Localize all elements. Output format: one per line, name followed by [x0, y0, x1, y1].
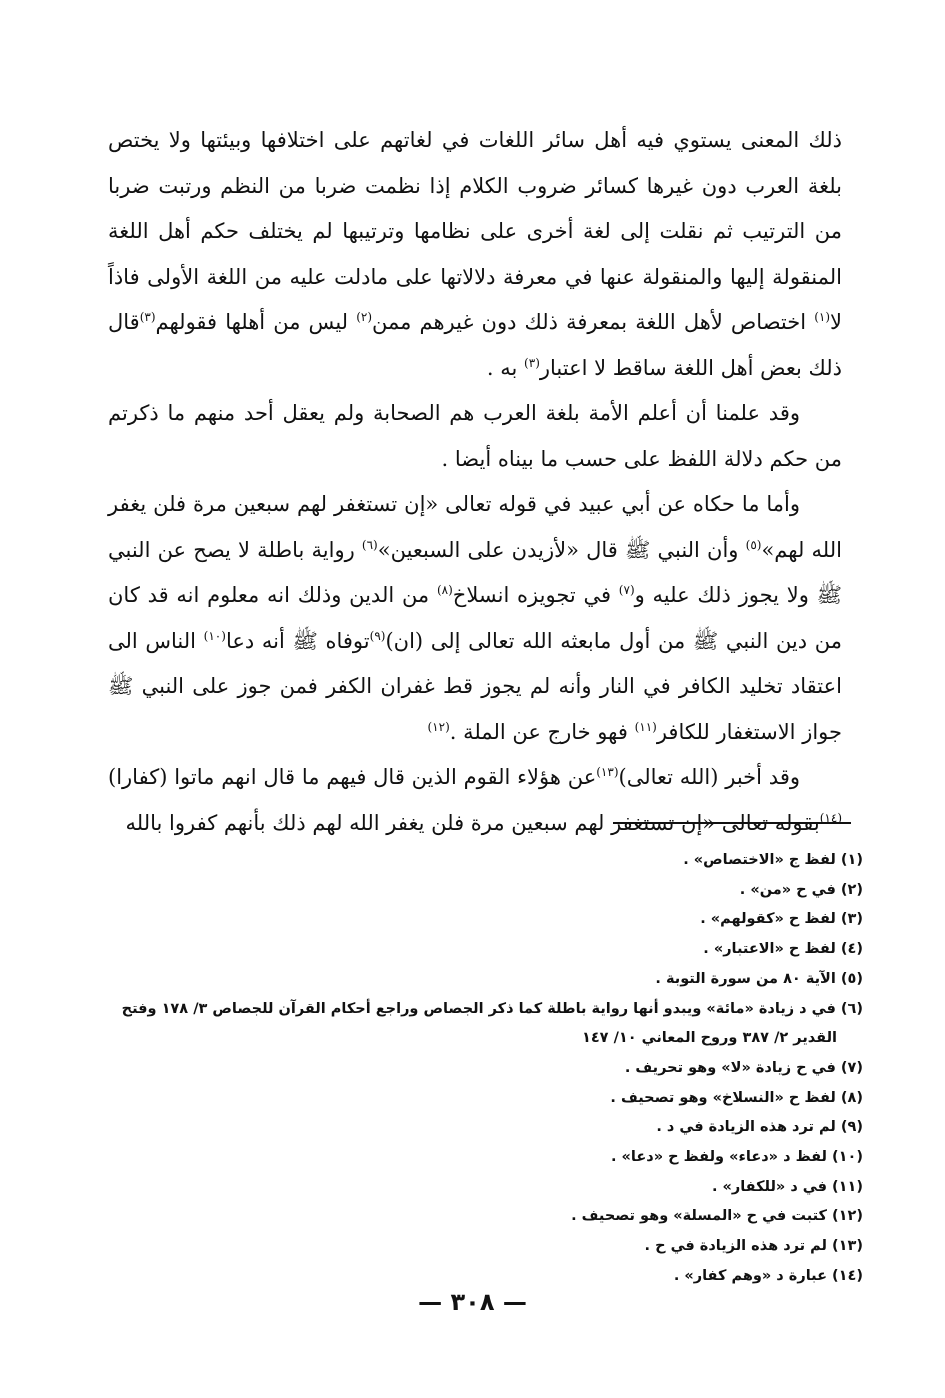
footnote-9: (٩) لم ترد هذه الزيادة في د . — [656, 1119, 863, 1136]
paragraph-2: وقد علمنا أن أعلم الأمة بلغة العرب هم الصحابة ولم يعقل أحد منهم ما ذكرتم من حكم دلالة اللفظ على حسب ما بيناه أيضا . — [108, 401, 842, 471]
footnote-10: (١٠) لفظ د «دعاء» ولفظ ح «دعا» . — [611, 1149, 863, 1166]
text-run: من الدين وذلك انه معلوم انه قد كان من دين النبي ﷺ من أول مابعثه الله تعالى إلى (ان) — [108, 583, 843, 653]
footnote-ref: (١) — [814, 310, 831, 324]
text-run: فهو خارج عن الملة . — [449, 719, 628, 744]
footnote-ref: (١٢) — [427, 719, 450, 734]
footnote-3: (٣) لفظ ح «كقولهم» . — [700, 911, 863, 928]
footnote-6-continued: القدير ٢/ ٣٨٧ وروح المعاني ١٠/ ١٤٧ — [581, 1030, 837, 1047]
footnote-ref: (٩) — [369, 628, 386, 643]
text-run: وقد أخبر (الله تعالى) — [618, 765, 801, 789]
footnote-ref: (٣) — [524, 355, 540, 370]
footnote-6: (٦) في د زيادة «مائة» ويبدو أنها رواية باطلة كما ذكر الجصاص وراجع أحكام القرآن للجصاص ٣/ ١٧٨ وفتح — [121, 1000, 863, 1017]
text-run: ذلك المعنى يستوي فيه أهل سائر اللغات في لغاتهم على اختلافها وبيئتها ولا يختص بلغة العرب دون غيرها كسائر ضروب الكلام إذا نظمت ضربا من النظم ورتبت ضربا من الترتيب ثم نقلت إلى لغة أخرى على نظامها وترتيبها لم يختلف حكم أهل اللغة المنقولة إليها والمنقولة عنها في معرفة دلالاتها على مادلت عليه من اللغة الأولى فاذاً لا — [108, 128, 842, 334]
text-run: في تجويزه انسلاخ — [452, 583, 612, 607]
main-text — [108, 118, 842, 846]
paragraph-3 — [108, 482, 842, 755]
text-run: ليس من أهلها فقولهم — [155, 310, 349, 334]
footnote-4: (٤) لفظ ح «الاعتبار» . — [703, 941, 863, 958]
footnote-divider — [613, 822, 851, 824]
footnote-ref: (١٣) — [596, 765, 619, 779]
page-number: — ٣٠٨ — — [418, 1288, 527, 1316]
footnote-14: (١٤) عبارة د «وهم كفار» . — [673, 1267, 863, 1284]
footnote-2: (٢) في ح «من» . — [739, 881, 863, 898]
footnote-ref: (٣) — [139, 310, 156, 324]
text-run: الناس الى اعتقاد تخليد الكافر في النار وأنه لم يجوز قط غفران الكفر فمن جوز على النبي ﷺ جواز الاستغفار للكافر — [108, 628, 842, 744]
footnote-8: (٨) لفظ ح «النسلاخ» وهو تصحيف . — [610, 1089, 863, 1106]
text-run: وأن النبي ﷺ قال «لأزيدن على السبعين» — [377, 537, 739, 562]
footnote-ref: (٢) — [356, 310, 373, 324]
footnote-ref: (٨) — [436, 583, 453, 597]
paragraph-4 — [108, 755, 842, 846]
text-run: اختصاص لأهل اللغة بمعرفة ذلك دون غيرهم ممن — [372, 310, 807, 334]
footnote-ref: (٧) — [618, 583, 635, 597]
footnote-11: (١١) في د «للكفار» . — [711, 1178, 863, 1195]
footnote-1: (١) لفظ ج «الاختصاص» . — [683, 852, 863, 868]
footnote-ref: (١٠) — [203, 628, 226, 643]
text-run: وأما ما حكاه عن أبي عبيد في قوله تعالى «إن تستغفر لهم سبعين مرة فلن يغفر الله لهم» — [108, 492, 842, 562]
text-run: رواية باطلة لا يصح عن النبي ﷺ ولا يجوز ذلك عليه و — [108, 537, 842, 607]
text-run: عن هؤلاء القوم الذين قال فيهم ما قال انهم ماتوا (كفارا) — [108, 765, 597, 789]
footnote-ref: (٥) — [745, 537, 762, 552]
text-run: قال ذلك بعض أهل اللغة ساقط لا اعتبار — [108, 310, 842, 380]
footnote-ref: (١١) — [634, 719, 657, 734]
paragraph-1 — [108, 118, 842, 391]
footnotes — [105, 846, 863, 1292]
text-run: بقوله تعالى «إن تستغفر لهم سبعين مرة فلن يغفر الله لهم ذلك بأنهم كفروا بالله — [125, 810, 820, 835]
footnote-7: (٧) في ح زيادة «لا» وهو تحريف . — [624, 1059, 863, 1076]
footnote-ref: (١٤) — [819, 810, 842, 825]
footnote-13: (١٣) لم ترد هذه الزيادة في ح . — [644, 1238, 863, 1255]
footnote-12: (١٢) كتبت في ح «المسلة» وهو تصحيف . — [571, 1208, 863, 1225]
text-run: به . — [486, 355, 518, 380]
footnote-5: (٥) الآية ٨٠ من سورة التوبة . — [655, 970, 863, 987]
text-run: توفاه ﷺ أنه دعا — [225, 628, 370, 653]
footnote-ref: (٦) — [361, 537, 378, 552]
